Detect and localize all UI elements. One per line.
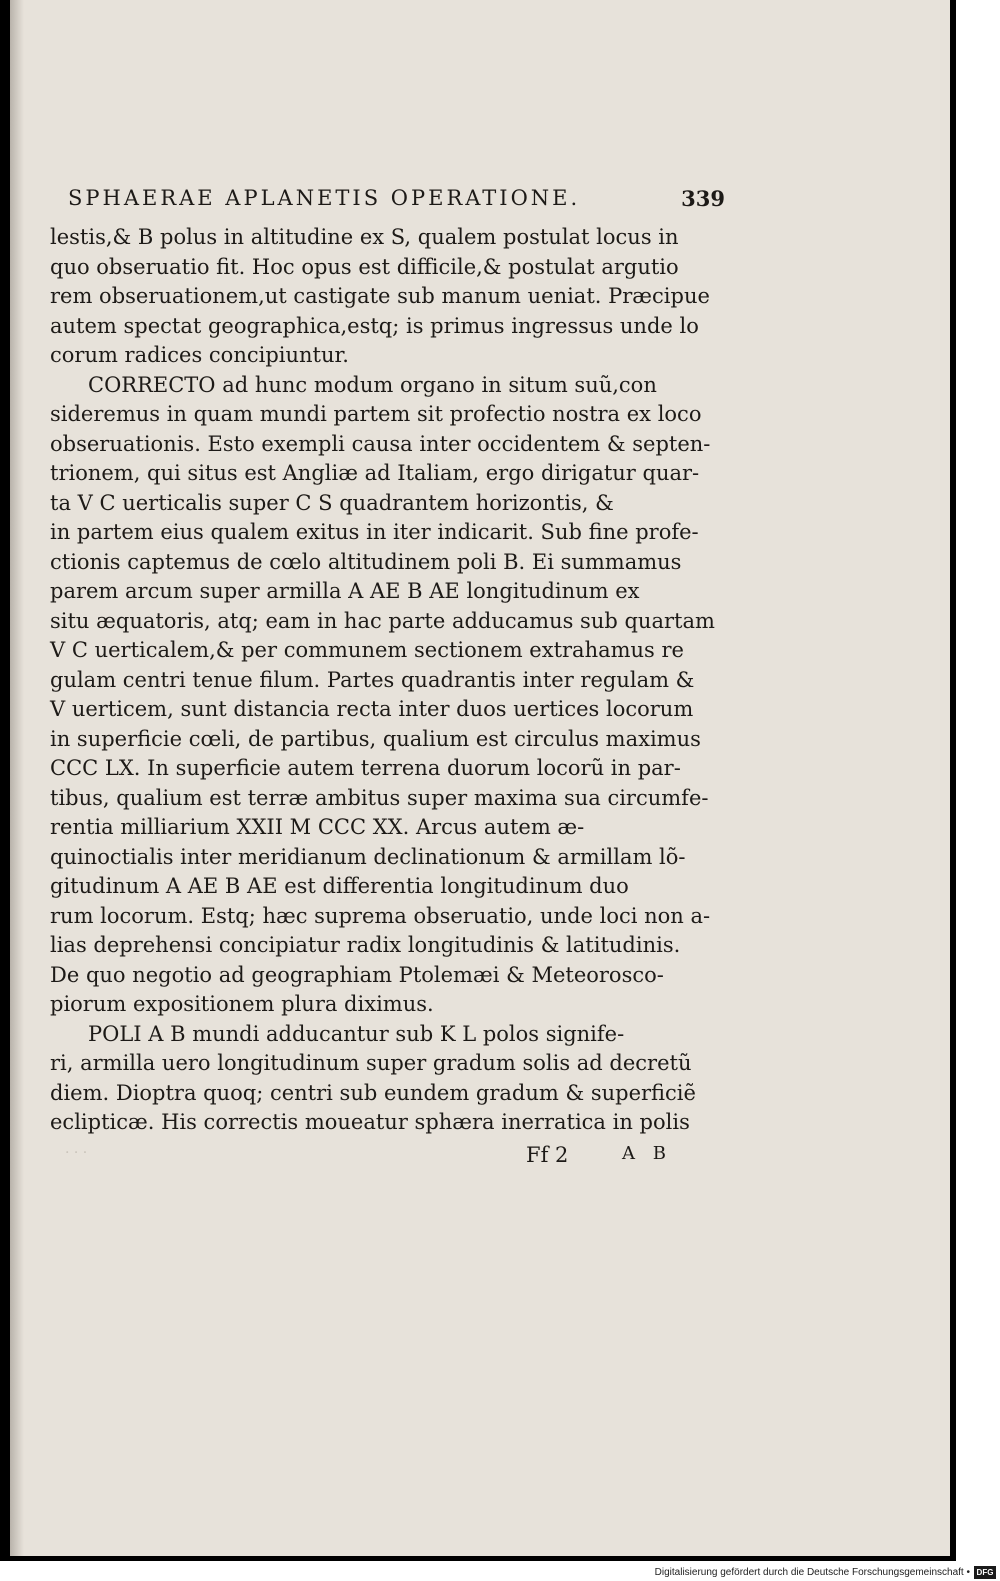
text-line: quo obseruatio fit. Hoc opus est difficile,& postulat argutio <box>50 254 679 279</box>
folio-number: 339 <box>681 186 725 211</box>
paragraph-start-line: CORRECTO ad hunc modum organo in situm suũ,con <box>88 372 657 397</box>
text-line: quinoctialis inter meridianum declinationum & armillam lõ- <box>50 844 686 869</box>
text-line: obseruationis. Esto exempli causa inter occidentem & septen- <box>50 431 711 456</box>
text-line: trionem, qui situs est Angliæ ad Italiam, ergo dirigatur quar- <box>50 461 700 485</box>
text-line: CCC LX. In superficie autem terrena duorum locorũ in par- <box>50 756 681 780</box>
text-line: gulam centri tenue filum. Partes quadrantis inter regulam & <box>50 667 695 692</box>
running-head <box>68 186 733 216</box>
book-page <box>10 0 950 1556</box>
text-line: corum radices concipiuntur. <box>50 343 349 367</box>
text-line: piorum expositionem plura diximus. <box>50 992 434 1016</box>
text-line: De quo negotio ad geographiam Ptolemæi & Meteoroscо- <box>50 962 664 987</box>
running-title: SPHAERAE APLANETIS OPERATIONE. <box>68 186 581 210</box>
text-line: V uerticem, sunt distancia recta inter duos uertices locorum <box>50 697 694 721</box>
text-line: lias deprehensi concipiatur radix longitudinis & latitudinis. <box>50 933 681 957</box>
text-line: diem. Dioptra quoq; centri sub eundem gradum & superficiẽ <box>50 1080 696 1105</box>
digitization-credit: Digitalisierung gefördert durch die Deutsche Forschungsgemeinschaft • <box>654 1567 970 1578</box>
show-through-mark: · · · <box>65 1145 88 1161</box>
text-line: ctionis captemus de cœlo altitudinem poli B. Ei summamus <box>50 549 682 574</box>
text-line: tibus, qualium est terræ ambitus super maxima sua circumfe- <box>50 785 709 810</box>
text-line: in superficie cœli, de partibus, qualium est circulus maximus <box>50 726 701 751</box>
text-line: lestis,& B polus in altitudine ex S, qualem postulat locus in <box>50 225 679 249</box>
text-line: gitudinum A AE B AE est differentia longitudinum duo <box>50 874 629 898</box>
text-line: rentia milliarium XXII M CCC XX. Arcus autem æ- <box>50 815 585 839</box>
paragraph-start-line: POLI A B mundi adducantur sub K L polos signife- <box>88 1021 625 1046</box>
dfg-logo: DFG <box>974 1566 996 1579</box>
catchword: A B <box>622 1143 672 1164</box>
text-line: autem spectat geographica,estq; is primus ingressus unde lo <box>50 313 699 338</box>
page-footer <box>50 1143 680 1173</box>
signature-mark: Ff 2 <box>526 1143 569 1167</box>
text-line: V C uerticalem,& per communem sectionem extrahamus re <box>50 638 684 662</box>
text-block <box>50 223 715 1138</box>
page-gutter-shadow <box>10 0 24 1556</box>
text-line: rum locorum. Estq; hæc suprema obseruatio, unde loci non a- <box>50 903 711 928</box>
text-line: ta V C uerticalis super C S quadrantem horizontis, & <box>50 490 614 515</box>
text-line: eclipticæ. His correctis moueatur sphæra inerratica in polis <box>50 1110 690 1134</box>
text-line: in partem eius qualem exitus in iter indicarit. Sub fine profe- <box>50 520 699 544</box>
text-line: rem obseruationem,ut castigate sub manum ueniat. Præcipue <box>50 284 710 308</box>
text-line: situ æquatoris, atq; eam in hac parte adducamus sub quartam <box>50 608 715 633</box>
text-line: sideremus in quam mundi partem sit profectio nostra ex loco <box>50 402 702 426</box>
text-line: ri, armilla uero longitudinum super gradum solis ad decretũ <box>50 1051 692 1075</box>
text-line: parem arcum super armilla A AE B AE longitudinum ex <box>50 579 640 603</box>
